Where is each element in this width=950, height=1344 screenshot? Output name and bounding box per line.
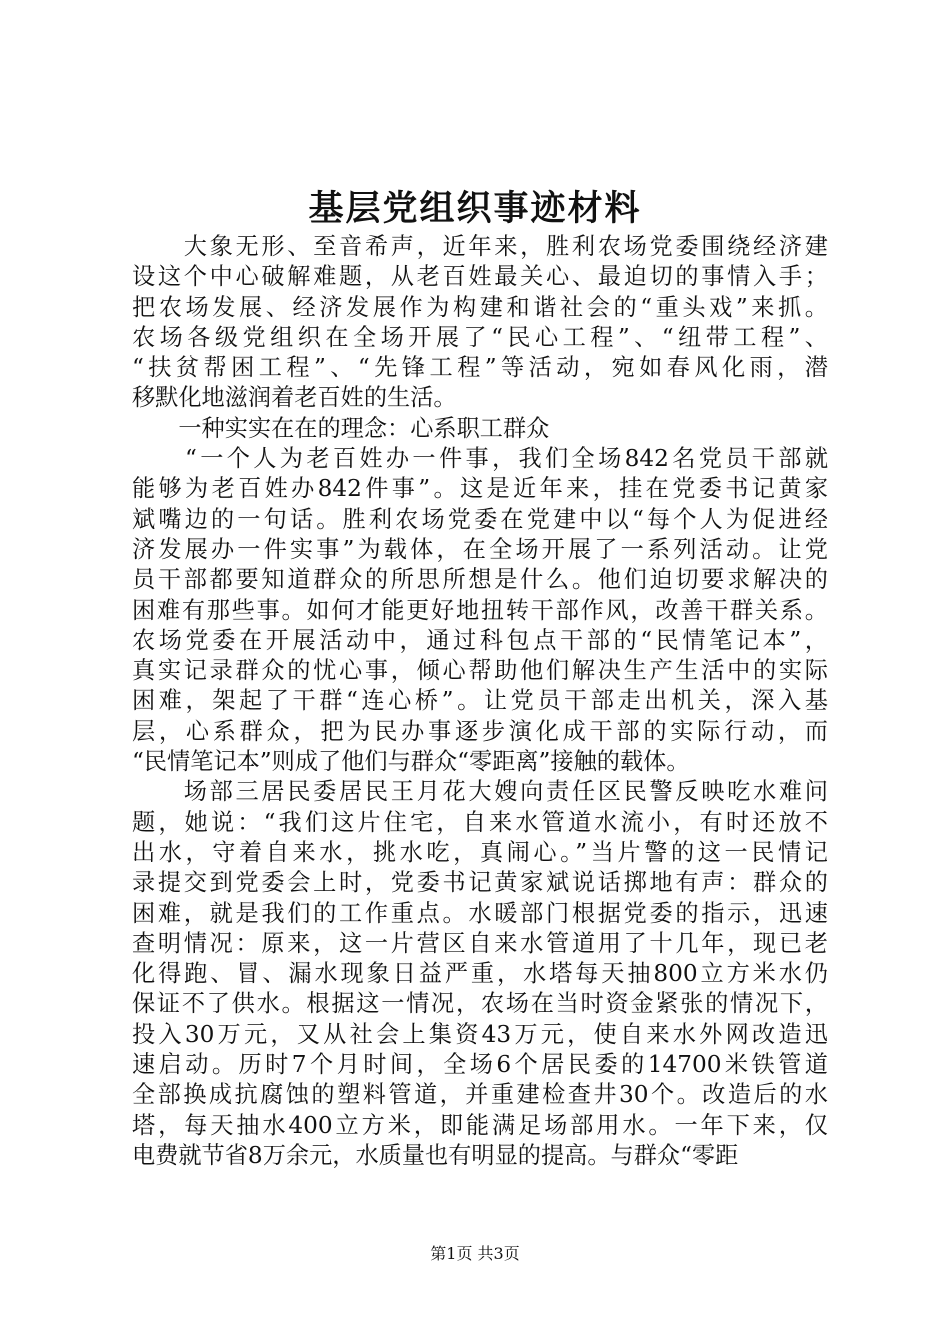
text-line: 农场各级党组织在全场开展了“民心工程”、“纽带工程”、 xyxy=(132,323,828,351)
paragraph xyxy=(132,414,828,444)
text-line: 移默化地滋润着老百姓的生活。 xyxy=(132,384,457,412)
text-line: 录提交到党委会上时，党委书记黄家斌说话掷地有声：群众的 xyxy=(132,869,828,897)
text-line: 把农场发展、经济发展作为构建和谐社会的“重头戏”来抓。 xyxy=(132,293,828,321)
text-line: 能够为老百姓办842件事”。这是近年来，挂在党委书记黄家 xyxy=(132,475,828,503)
text-line: “一个人为老百姓办一件事，我们全场842名党员干部就 xyxy=(132,445,828,473)
text-line: 速启动。历时7个月时间，全场6个居民委的14700米铁管道 xyxy=(132,1051,828,1079)
text-line: 塔，每天抽水400立方米，即能满足场部用水。一年下来，仅 xyxy=(132,1111,828,1139)
text-line: 设这个中心破解难题，从老百姓最关心、最迫切的事情入手； xyxy=(132,263,828,291)
text-line: 化得跑、冒、漏水现象日益严重，水塔每天抽800立方米水仍 xyxy=(132,960,828,988)
text-line: 保证不了供水。根据这一情况，农场在当时资金紧张的情况下， xyxy=(132,990,828,1018)
text-line: 一种实实在在的理念：心系职工群众 xyxy=(132,414,550,442)
text-line: 员干部都要知道群众的所思所想是什么。他们迫切要求解决的 xyxy=(132,566,828,594)
text-line: 困难，就是我们的工作重点。水暖部门根据党委的指示，迅速 xyxy=(132,899,828,927)
text-line: 题，她说：“我们这片住宅，自来水管道水流小，有时还放不 xyxy=(132,808,828,836)
text-line: 斌嘴边的一句话。胜利农场党委在党建中以“每个人为促进经 xyxy=(132,505,828,533)
text-line: 真实记录群众的忧心事，倾心帮助他们解决生产生活中的实际 xyxy=(132,657,828,685)
text-line: “扶贫帮困工程”、“先锋工程”等活动，宛如春风化雨，潜 xyxy=(132,354,828,382)
text-line: 济发展办一件实事”为载体，在全场开展了一系列活动。让党 xyxy=(132,535,828,563)
text-line: “民情笔记本”则成了他们与群众“零距离”接触的载体。 xyxy=(132,748,690,776)
text-line: 困难有那些事。如何才能更好地扭转干部作风，改善干群关系。 xyxy=(132,596,828,624)
text-line: 大象无形、至音希声，近年来，胜利农场党委围绕经济建 xyxy=(132,233,828,260)
text-line: 查明情况：原来，这一片营区自来水管道用了十几年，现已老 xyxy=(132,929,828,957)
text-line: 农场党委在开展活动中，通过科包点干部的“民情笔记本”， xyxy=(132,626,828,654)
page-footer: 第1页 共3页 xyxy=(430,1244,520,1263)
paragraph xyxy=(132,444,828,777)
text-line: 出水，守着自来水，挑水吃，真闹心。”当片警的这一民情记 xyxy=(132,838,828,866)
document-title: 基层党组织事迹材料 xyxy=(308,188,642,229)
paragraph xyxy=(132,232,828,414)
text-line: 场部三居民委居民王月花大嫂向责任区民警反映吃水难问 xyxy=(132,778,828,806)
paragraph xyxy=(132,777,828,1171)
text-line: 层，心系群众，把为民办事逐步演化成干部的实际行动，而 xyxy=(132,717,828,745)
text-line: 全部换成抗腐蚀的塑料管道，并重建检查井30个。改造后的水 xyxy=(132,1081,828,1109)
text-line: 电费就节省8万余元，水质量也有明显的提高。与群众“零距 xyxy=(132,1141,739,1169)
text-line: 投入30万元，又从社会上集资43万元，使自来水外网改造迅 xyxy=(132,1020,828,1048)
document-body xyxy=(132,232,828,1171)
text-line: 困难，架起了干群“连心桥”。让党员干部走出机关，深入基 xyxy=(132,687,828,715)
